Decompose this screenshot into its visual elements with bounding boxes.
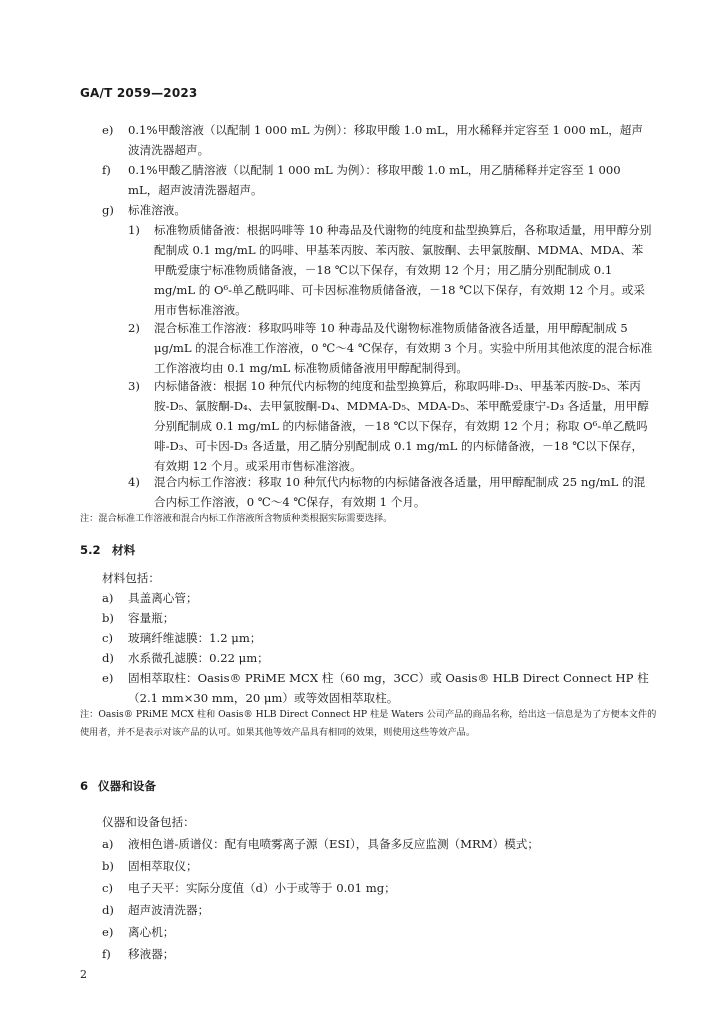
sub-item-text-mixed-working-solution: 混合标准工作溶液：移取吗啡等 10 种毒品及代谢物标准物质储备液各适量，用甲醇配制成 5 μg/mL 的混合标准工作溶液，0 ℃～4 ℃保存，有效期 3 个月。实验中所用其他浓度的混合标准工作溶液均由 0.1 mg/mL 标准物质储备液用甲醇配制得到。 (154, 321, 653, 375)
instrument-label-c: c) (102, 881, 114, 895)
material-label-a: a) (102, 591, 114, 605)
instrument-label-d: d) (102, 903, 114, 917)
instrument-label-f: f) (102, 947, 111, 961)
section-number-5-2: 5.2 (80, 543, 101, 557)
instrument-label-b: b) (102, 859, 114, 873)
instrument-text-centrifuge: 离心机； (128, 925, 175, 939)
section-number-6: 6 (80, 779, 89, 793)
instrument-text-lc-ms: 液相色谱-质谱仪：配有电喷雾离子源（ESI），具备多反应监测（MRM）模式； (128, 837, 539, 851)
section-title-materials: 材料 (112, 543, 136, 557)
item-text-formic-acid-acetonitrile: 0.1%甲酸乙腈溶液（以配制 1 000 mL 为例）：移取甲酸 1.0 mL，用乙腈稀释并定容至 1 000 mL，超声波清洗器超声。 (128, 163, 621, 197)
sub-item-text-stock-solution: 标准物质储备液：根据吗啡等 10 种毒品及代谢物的纯度和盐型换算后，各称取适量，用甲醇分别配制成 0.1 mg/mL 的吗啡、甲基苯丙胺、苯丙胺、氯胺酮、去甲氯胺酮、MDMA、MDA、苯甲酰爱康宁标准物质储备液，－18 ℃以下保存，有效期 12 个月；用乙腈分别配制成 0.1 mg/mL 的 O⁶-单乙酰吗啡、可卡因标准物质储备液，－18 ℃以下保存，有效期 12 个月。或采用市售标准溶液。 (154, 223, 652, 317)
instrument-text-ultrasonic-cleaner: 超声波清洗器； (128, 903, 210, 917)
item-label-f: f) (102, 163, 111, 177)
sub-item-text-internal-standard-stock: 内标储备液：根据 10 种氘代内标物的纯度和盐型换算后，称取吗啡-D₃、甲基苯丙胺-D₅、苯丙胺-D₅、氯胺酮-D₄、去甲氯胺酮-D₄、MDMA-D₅、MDA-D₅、苯甲酰爱康宁-D₃ 各适量，用甲醇分别配制成 0.1 mg/mL 的内标储备液，－18 ℃以下保存，有效期 12 个月；称取 O⁶-单乙酰吗啡-D₃、可卡因-D₃ 各适量，用乙腈分别配制成 0.1 mg/mL 的内标储备液，－18 ℃以下保存，有效期 12 个月。或采用市售标准溶液。 (154, 379, 649, 473)
sub-item-label-4: 4) (128, 475, 140, 489)
material-text-centrifuge-tube: 具盖离心管； (128, 591, 198, 605)
item-text-formic-acid-solution: 0.1%甲酸溶液（以配制 1 000 mL 为例）：移取甲酸 1.0 mL，用水稀释并定容至 1 000 mL，超声 波清洗器超声。 (128, 123, 643, 157)
standard-number-header: GA/T 2059—2023 (80, 86, 198, 100)
material-text-microporous-filter: 水系微孔滤膜：0.22 μm； (128, 651, 269, 665)
material-label-e: e) (102, 671, 114, 685)
sub-item-label-3: 3) (128, 379, 140, 393)
item-text-standard-solutions: 标准溶液。 (128, 203, 186, 217)
material-label-c: c) (102, 631, 114, 645)
material-label-d: d) (102, 651, 114, 665)
material-label-b: b) (102, 611, 114, 625)
instrument-text-electronic-balance: 电子天平：实际分度值（d）小于或等于 0.01 mg； (128, 881, 396, 895)
note-oasis-trademark: 注：Oasis® PRiME MCX 柱和 Oasis® HLB Direct Connect HP 柱是 Waters 公司产品的商品名称，给出这一信息是为了方便本文件的使用者，并不是表示对该产品的认可。如果其他等效产品具有相同的效果，则使用这些等效产品。 (80, 709, 657, 738)
page-number: 2 (80, 968, 87, 981)
material-text-spe-column: 固相萃取柱：Oasis® PRiME MCX 柱（60 mg，3CC）或 Oasis® HLB Direct Connect HP 柱（2.1 mm×30 mm，20 μm）或等效固相萃取柱。 (128, 671, 649, 705)
material-text-volumetric-flask: 容量瓶； (128, 611, 175, 625)
note-mixed-solutions: 注：混合标准工作溶液和混合内标工作溶液所含物质种类根据实际需要选择。 (80, 513, 393, 524)
item-label-e: e) (102, 123, 114, 137)
instruments-intro: 仪器和设备包括： (102, 815, 195, 829)
materials-intro: 材料包括： (102, 571, 160, 585)
material-text-glass-fiber-filter: 玻璃纤维滤膜：1.2 μm； (128, 631, 262, 645)
section-title-instruments: 仪器和设备 (98, 779, 156, 793)
sub-item-label-2: 2) (128, 321, 140, 335)
instrument-text-spe-instrument: 固相萃取仪； (128, 859, 198, 873)
instrument-label-e: e) (102, 925, 114, 939)
sub-item-text-mixed-internal-working: 混合内标工作溶液：移取 10 种氘代内标物的内标储备液各适量，用甲醇配制成 25 ng/mL 的混合内标工作溶液，0 ℃～4 ℃保存，有效期 1 个月。 (154, 475, 646, 509)
sub-item-label-1: 1) (128, 223, 140, 237)
instrument-label-a: a) (102, 837, 114, 851)
instrument-text-pipette: 移液器； (128, 947, 175, 961)
item-label-g: g) (102, 203, 114, 217)
